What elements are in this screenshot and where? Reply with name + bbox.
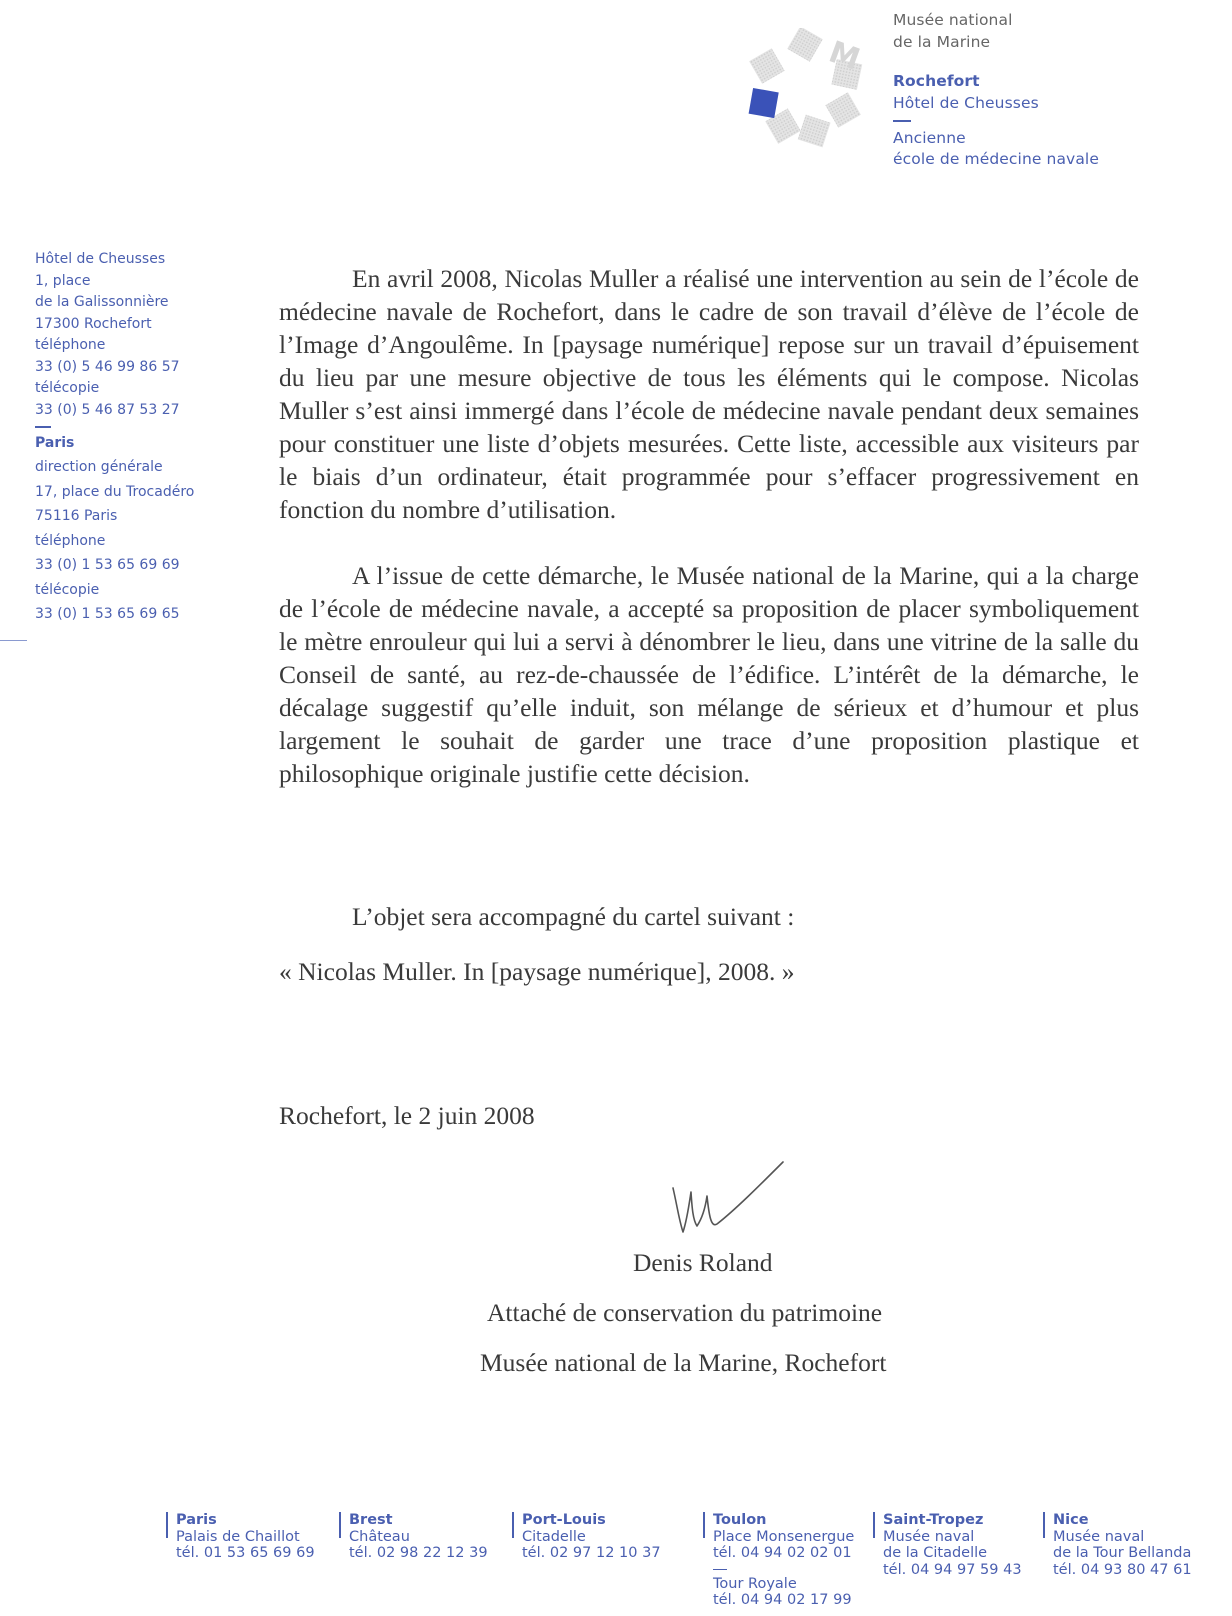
site-desc-line1: Ancienne — [893, 128, 966, 147]
footer-site-brest — [339, 1512, 488, 1562]
footer-city: Nice — [1053, 1512, 1089, 1528]
footer-line: Palais de Chaillot — [176, 1528, 300, 1545]
museum-marine-logo-icon — [745, 28, 865, 148]
paragraph: A l’issue de cette démarche, le Musée national de la Marine, qui a la charge de l’école de médecine navale, a accepté sa proposition de placer symboliquement le mètre enrouleur qui lui a servi à dénombrer le lieu, dans une vitrine de la salle du Conseil de santé, au rez-de-chaussée de l’édifice. L’intérêt de la démarche, le décalage suggestif qu’elle induit, son mélange de sérieux et d’humour et plus largement le souhait de garder une trace d’une proposition plastique et philosophique originale justifie cette décision. — [279, 561, 1139, 788]
fax-number: 33 (0) 1 53 65 69 65 — [35, 606, 180, 622]
footer-line: Musée naval — [1053, 1528, 1145, 1545]
footer-site-paris — [166, 1512, 315, 1562]
footer-line: Musée naval — [883, 1528, 975, 1545]
letter-body — [279, 262, 1139, 790]
phone-label: téléphone — [35, 532, 106, 549]
footer-line: de la Tour Bellanda — [1053, 1545, 1192, 1561]
signer-organization: Musée national de la Marine, Rochefort — [480, 1348, 887, 1377]
footer-line: Château — [349, 1528, 410, 1545]
address-column — [35, 249, 194, 627]
letterhead — [893, 10, 1099, 171]
footer-city: Port-Louis — [522, 1512, 606, 1528]
footer-phone: tél. 02 98 22 12 39 — [349, 1545, 488, 1561]
address-line: Hôtel de Cheusses — [35, 251, 166, 267]
footer-site-toulon — [703, 1512, 854, 1609]
org-name-line1: Musée national — [893, 11, 1013, 29]
date-line: Rochefort, le 2 juin 2008 — [279, 1101, 535, 1130]
footer-city: Brest — [349, 1512, 393, 1528]
address-line: 17300 Rochefort — [35, 315, 152, 332]
footer-line: de la Citadelle — [883, 1545, 988, 1561]
address-line: 17, place du Trocadéro — [35, 483, 195, 500]
footer-phone: tél. 01 53 65 69 69 — [176, 1545, 315, 1561]
signer-title: Attaché de conservation du patrimoine — [487, 1298, 883, 1327]
phone-label: téléphone — [35, 337, 106, 353]
fax-label: télécopie — [35, 380, 100, 396]
cartel-intro: L’objet sera accompagné du cartel suivant : — [352, 902, 795, 931]
address-line: 75116 Paris — [35, 508, 118, 524]
site-desc-line2: école de médecine navale — [893, 150, 1099, 168]
footer-phone: tél. 04 94 02 02 01 — [713, 1545, 852, 1561]
divider — [339, 1512, 341, 1538]
address-line: de la Galissonnière — [35, 294, 169, 310]
footer-site-port-louis — [512, 1512, 661, 1562]
footer-line: Place Monsenergue — [713, 1528, 855, 1545]
divider — [35, 426, 51, 428]
divider — [873, 1512, 875, 1538]
divider — [713, 1569, 727, 1570]
footer-site-nice — [1043, 1512, 1192, 1578]
divider — [893, 120, 911, 122]
phone-number: 33 (0) 1 53 65 69 69 — [35, 557, 180, 573]
footer-phone: tél. 02 97 12 10 37 — [522, 1545, 661, 1561]
fax-number: 33 (0) 5 46 87 53 27 — [35, 401, 180, 418]
cartel-text: « Nicolas Muller. In [paysage numérique], 2008. » — [279, 957, 795, 986]
fold-mark — [0, 640, 27, 641]
divider — [512, 1512, 514, 1538]
footer-phone: tél. 04 93 80 47 61 — [1053, 1561, 1192, 1578]
site-building: Hôtel de Cheusses — [893, 93, 1039, 112]
phone-number: 33 (0) 5 46 99 86 57 — [35, 358, 180, 375]
paragraph: En avril 2008, Nicolas Muller a réalisé une intervention au sein de l’école de médecine navale de Rochefort, dans le cadre de son travail d’élève de l’école de l’Image d’Angoulême. In [paysage numérique] repose sur un travail d’épuisement du lieu par une mesure objective de tous les éléments qui le compose. Nicolas Muller s’est ainsi immergé dans l’école de médecine navale pendant deux semaines pour constituer une liste d’objets mesurées. Cette liste, accessible aux visiteurs par le biais d’un ordinateur, était programmée pour s’effacer progressivement en fonction du nombre d’utilisation. — [279, 264, 1139, 524]
footer-site-saint-tropez — [873, 1512, 1022, 1578]
divider — [1043, 1512, 1045, 1538]
footer-line: Tour Royale — [713, 1575, 797, 1592]
footer-line: Citadelle — [522, 1528, 586, 1545]
divider — [703, 1512, 705, 1538]
handwritten-signature-icon — [665, 1160, 805, 1240]
footer-phone: tél. 04 94 02 17 99 — [713, 1592, 852, 1609]
signer-name: Denis Roland — [633, 1248, 773, 1277]
fax-label: télécopie — [35, 581, 100, 598]
site-name: Rochefort — [893, 72, 980, 90]
footer-phone: tél. 04 94 97 59 43 — [883, 1561, 1022, 1578]
divider — [166, 1512, 168, 1538]
footer-city: Paris — [176, 1512, 217, 1528]
address-line: 1, place — [35, 272, 91, 289]
paris-title: Paris — [35, 434, 75, 451]
footer-city: Saint-Tropez — [883, 1512, 984, 1528]
address-line: direction générale — [35, 459, 163, 475]
svg-text:M: M — [824, 34, 865, 78]
footer-city: Toulon — [713, 1512, 767, 1528]
org-name-line2: de la Marine — [893, 32, 991, 51]
